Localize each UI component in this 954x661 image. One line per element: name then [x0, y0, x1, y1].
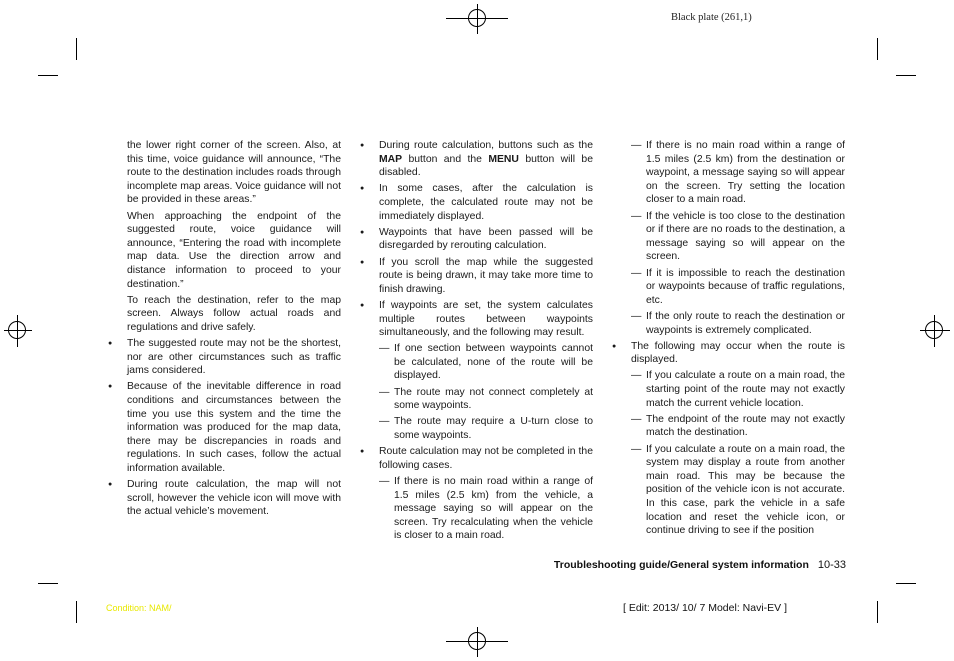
- page-footer: [554, 559, 846, 571]
- bullet-item: ● In some cases, after the calculation is complete, the calculated route may not be immediately displayed.: [379, 182, 593, 223]
- page-number: 10-33: [817, 559, 846, 571]
- paragraph: the lower right corner of the screen. Also, at this time, voice guidance will announce, “The route to the destination includes roads through incomplete map areas. Voice guidance will not be provided in these areas.”: [127, 140, 341, 206]
- menu-button-label: MENU: [488, 153, 519, 165]
- edit-info: [ Edit: 2013/ 10/ 7 Model: Navi-EV ]: [623, 602, 788, 614]
- bullet-item: ● Waypoints that have been passed will be disregarded by rerouting calculation.: [379, 226, 593, 253]
- sub-item: — If there is no main road within a range of 1.5 miles (2.5 km) from the destination or waypoint, a message saying so will appear on the screen. Try setting the location closer to a main road.: [631, 139, 845, 207]
- bullet-item: ● During route calculation, buttons such as the MAP button and the MENU button will be disabled.: [379, 139, 593, 180]
- bullet-item: ● If waypoints are set, the system calculates multiple routes between waypoints simultaneously, and the following may result.: [379, 299, 593, 340]
- sub-item: — The route may require a U-turn close to some waypoints.: [379, 415, 593, 442]
- map-button-label: MAP: [379, 153, 403, 165]
- sub-item: — If you calculate a route on a main road, the system may display a route from another main road. This may be because the position of the vehicle icon is not accurate. In this case, park the vehicle in a safe location and reset the vehicle icon, or continue driving to see if the position: [631, 443, 845, 538]
- sub-item: — The route may not connect completely at some waypoints.: [379, 386, 593, 413]
- paragraph: When approaching the endpoint of the suggested route, voice guidance will announce, “Entering the road with incomplete map data. Use the direction arrow and distance information to proceed to your destination.”: [127, 210, 341, 290]
- condition-label: Condition: NAM/: [106, 603, 172, 613]
- column-3: [631, 139, 845, 540]
- bullet-item: ● If you scroll the map while the suggested route is being drawn, it may take more time to finish drawing.: [379, 256, 593, 297]
- column-1: [127, 139, 341, 522]
- column-2: [379, 139, 593, 546]
- sub-item: — The endpoint of the route may not exactly match the destination.: [631, 413, 845, 440]
- sub-item: — If it is impossible to reach the destination or waypoints because of traffic regulations, etc.: [631, 267, 845, 308]
- sub-item: — If there is no main road within a range of 1.5 miles (2.5 km) from the vehicle, a message saying so will appear on the screen. Try recalculating when the vehicle is closer to a main road.: [379, 475, 593, 543]
- sub-item: — If one section between waypoints cannot be calculated, none of the route will be displayed.: [379, 342, 593, 383]
- sub-item: — If the vehicle is too close to the destination or if there are no roads to the destination, a message saying so will appear on the screen.: [631, 210, 845, 264]
- sub-item: — If you calculate a route on a main road, the starting point of the route may not exactly match the current vehicle location.: [631, 369, 845, 410]
- bullet-item: ● The following may occur when the route is displayed.: [631, 340, 845, 367]
- paragraph: To reach the destination, refer to the map screen. Always follow actual roads and regulations and drive safely.: [127, 294, 341, 333]
- footer-section-title: Troubleshooting guide/General system information: [553, 559, 809, 571]
- sub-item: — If the only route to reach the destination or waypoints is extremely complicated.: [631, 310, 845, 337]
- bullet-item: ● Because of the inevitable difference in road conditions and circumstances between the time you use this system and the time the information was produced for the map data, there may be discrepancies in roads and regulations. In such cases, follow the actual information available.: [127, 380, 341, 475]
- bullet-item: ● Route calculation may not be completed in the following cases.: [379, 445, 593, 472]
- bullet-item: ● During route calculation, the map will not scroll, however the vehicle icon will move with the actual vehicle’s movement.: [127, 478, 341, 519]
- plate-label: Black plate (261,1): [671, 12, 752, 23]
- bullet-item: ● The suggested route may not be the shortest, nor are other circumstances such as traffic jams considered.: [127, 337, 341, 378]
